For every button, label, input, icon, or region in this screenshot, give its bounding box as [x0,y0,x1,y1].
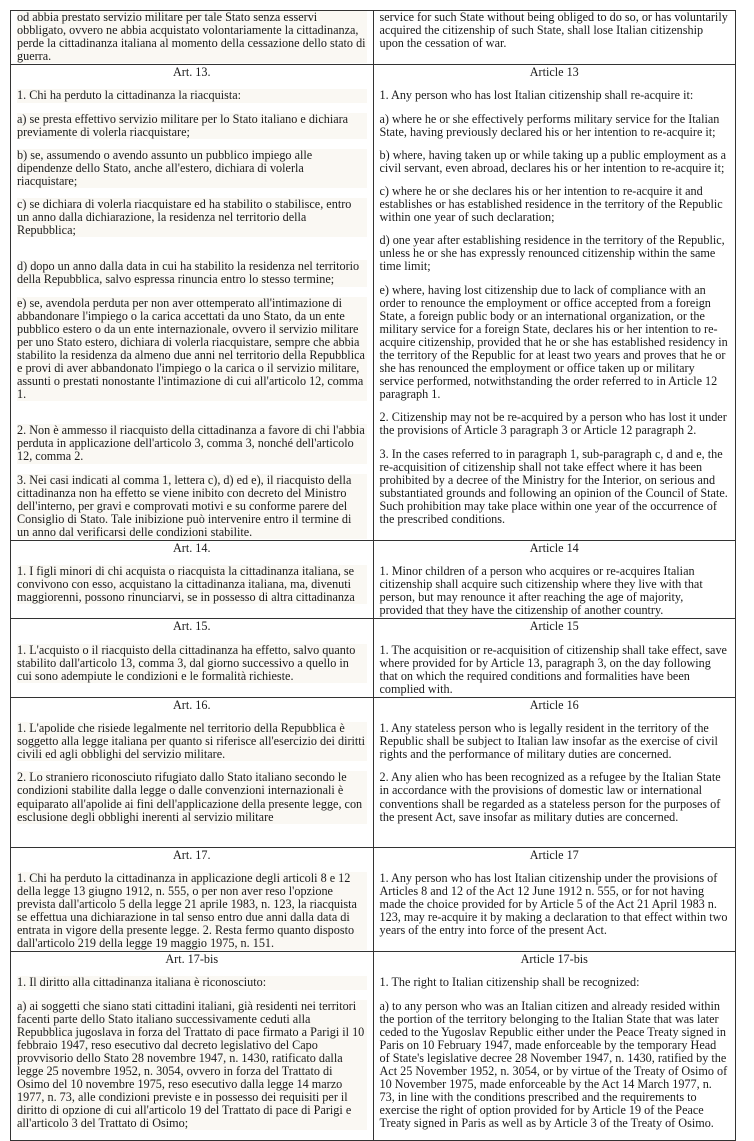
table-row-article-16 [11,697,736,847]
italian-cell [11,65,374,541]
italian-cell [11,952,374,1141]
english-paragraph: 3. In the cases referred to in paragraph 1, sub-paragraph c, d and e, the re-acquisition of citizenship shall not take effect where it has been prohibited by a decree of the Ministry for the Interior, on serious and substantiated grounds and following an opinion of the Council of State. Such prohibition may take place within one year of the occurrence of the prescribed conditions. [379,446,728,526]
italian-paragraph: 1. Chi ha perduto la cittadinanza in applicazione degli articoli 8 e 12 della legge 13 giugno 1912, n. 555, o per non aver reso l'opzione prevista dall'articolo 5 della legge 21 aprile 1983, n. 123, la riacquista se effettua una dichiarazione in tal senso entro due anni dalla data di entrata in vigore della presente legge. 2. Resta fermo quanto disposto dall'articolo 219 della legge 19 maggio 1975, n. 151. [17,872,367,951]
italian-paragraph: 2. Lo straniero riconosciuto rifugiato dallo Stato italiano secondo le condizioni stabilite dalla legge o dalle convenzioni internazionali è equiparato all'apolide ai fini dell'applicazione della presente legge, con esclusione degli obblighi inerenti al servizio militare [17,771,367,823]
article-title: Art. 14. [172,541,211,555]
english-cell [373,11,736,65]
article-title: Art. 17-bis [165,952,219,967]
bilingual-table [10,10,736,1141]
english-paragraph: a) where he or she effectively performs military service for the Italian State, having previously declared his or her intention to re-acquire it; [379,111,720,139]
english-paragraph: d) one year after establishing residence in the territory of the Republic, unless he or she has expressly renounced citizenship within the same time limit; [379,233,725,274]
article-title: Article 13 [529,65,579,80]
italian-paragraph: 1. Il diritto alla cittadinanza italiana è riconosciuto: [17,976,367,989]
table-row-article-14 [11,541,736,619]
italian-paragraph: b) se, assumendo o avendo assunto un pubblico impiego alle dipendenze dello Stato, anche all'estero, dichiara di volerla riacquistare; [17,149,367,188]
article-title: Article 16 [529,697,579,712]
article-title: Art. 17. [172,847,211,862]
article-title: Art. 13. [172,65,211,80]
article-title: Article 14 [529,541,579,555]
english-paragraph: 1. Any stateless person who is legally resident in the territory of the Republic shall be subject to Italian law insofar as the exercise of civil rights and the performance of military duties are concerned. [379,721,718,762]
english-cell [373,65,736,541]
italian-paragraph: a) se presta effettivo servizio militare per lo Stato italiano e dichiara previamente di volerla riacquistare; [17,113,367,139]
english-paragraph: 1. The acquisition or re-acquisition of citizenship shall take effect, save where provided for by Article 13, paragraph 3, on the day following that on which the required conditions and formalities have been complied with. [379,642,727,696]
italian-cell [11,697,374,847]
english-paragraph: 1. The right to Italian citizenship shall be recognized: [379,975,640,990]
english-paragraph: e) where, having lost citizenship due to lack of compliance with an order to renounce the employment or office accepted from a foreign State, a foreign public body or an international organization, or the military service for a foreign State, declares his or her intention to re-acquire citizenship, provided that he or she has established residency in the territory of the Republic for at least two years and proves that he or she has renounced the employment or office taken up or military service performed, notwithstanding the order referred to in Article 12 paragraph 1. [379,282,728,402]
article-title: Article 15 [529,619,579,634]
italian-paragraph: od abbia prestato servizio militare per tale Stato senza esservi obbligato, ovvero ne abbia acquistato volontariamente la cittadinanza, perde la cittadinanza italiana al momento della cessazione dello stato di guerra. [17,10,366,64]
italian-paragraph: c) se dichiara di volerla riacquistare ed ha stabilito o stabilisce, entro un anno dalla dichiarazione, la residenza nel territorio della Repubblica; [17,198,367,237]
english-cell [373,952,736,1141]
italian-paragraph: 1. I figli minori di chi acquista o riacquista la cittadinanza italiana, se convivono con esso, acquistano la cittadinanza italiana, ma, divenuti maggiorenni, possono rinunciarvi, se in possesso di altra cittadinanza [17,565,367,604]
italian-paragraph: 1. L'apolide che risiede legalmente nel territorio della Repubblica è soggetto alla legge italiana per quanto si riferisce all'esercizio dei diritti civili ed agli obblighi del servizio militare. [17,721,366,762]
italian-cell [11,11,374,65]
italian-paragraph: 2. Non è ammesso il riacquisto della cittadinanza a favore di chi l'abbia perduta in applicazione dell'articolo 3, comma 3, nonché dell'articolo 12, comma 2. [17,423,365,464]
english-paragraph: a) to any person who was an Italian citizen and already resided within the portion of the territory belonging to the Italian State that was later ceded to the Yugoslav Republic either under the Peace Treaty signed in Paris on 10 February 1947, made enforceable by the temporary Head of State's legislative decree 28 November 1947, n. 1430, ratified by the Act 25 November 1952, n. 3054, or by virtue of the Treaty of Osimo of 10 November 1975, made enforceable by the Act 14 March 1977, n. 73, in line with the conditions prescribed and the requirements to exercise the right of option provided for by Article 19 of the Peace Treaty signed in Paris as well as by Article 3 of the Treaty of Osimo. [379,998,728,1131]
english-paragraph: 1. Minor children of a person who acquires or re-acquires Italian citizenship shall acquire such citizenship where they live with that person, but may renounce it after reaching the age of majority, provided that they have the citizenship of another country. [379,564,703,618]
italian-cell [11,619,374,697]
table-row-continuation [11,11,736,65]
english-paragraph: 1. Any person who has lost Italian citizenship shall re-acquire it: [379,88,694,103]
english-cell [373,619,736,697]
table-row-article-17 [11,847,736,952]
article-title: Article 17 [529,847,579,862]
article-title: Article 17-bis [520,952,588,967]
italian-paragraph: 3. Nei casi indicati al comma 1, lettera c), d) ed e), il riacquisto della cittadinanza non ha effetto se viene inibito con decreto del Ministro dell'interno, per gravi e comprovati motivi e su conforme parere del Consiglio di Stato. Tale inibizione può intervenire entro il termine di un anno dal verificarsi delle condizioni stabilite. [17,474,367,539]
italian-paragraph: e) se, avendola perduta per non aver ottemperato all'intimazione di abbandonare l'impiego o la carica accettati da uno Stato, da un ente pubblico estero o da un ente internazionale, ovvero il servizio militare per uno Stato estero, dichiara di volerla riacquistare, sempre che abbia stabilito la residenza da almeno due anni nel territorio della Repubblica e provi di aver abbandonato l'impiego o la carica o il servizio militare, assunti o prestati nonostante l'intimazione di cui all'articolo 12, comma 1. [17,295,365,402]
italian-paragraph: d) dopo un anno dalla data in cui ha stabilito la residenza nel territorio della Repubblica, salvo espressa rinuncia entro lo stesso termine; [17,260,367,286]
english-paragraph: 2. Any alien who has been recognized as a refugee by the Italian State in accordance with the provisions of domestic law or international conventions shall be regarded as a stateless person for the purposes of the present Act, save insofar as military duties are concerned. [379,770,721,824]
bilingual-law-document [10,10,736,1141]
article-title: Art. 16. [172,697,211,712]
english-paragraph: c) where he or she declares his or her intention to re-acquire it and establishes or has established residence in the territory of the Republic within one year of such declaration; [379,183,723,225]
table-row-article-15 [11,619,736,697]
italian-cell [11,847,374,952]
english-paragraph: b) where, having taken up or while taking up a public employment as a civil servant, even abroad, declares his or her intention to re-acquire it; [379,147,727,175]
article-title: Art. 15. [172,619,211,634]
italian-paragraph: a) ai soggetti che siano stati cittadini italiani, già residenti nei territori facenti parte dello Stato italiano successivamente ceduti alla Repubblica jugoslava in forza del Trattato di pace firmato a Parigi il 10 febbraio 1947, reso esecutivo dal decreto legislativo del Capo provvisorio dello Stato 28 novembre 1947, n. 1430, ratificato dalla legge 25 novembre 1952, n. 3054, ovvero in forza del Trattato di Osimo del 10 novembre 1975, reso esecutivo dalla legge 14 marzo 1977, n. 73, alle condizioni previste e in possesso dei requisiti per il diritto di opzione di cui all'articolo 19 del Trattato di pace di Parigi e all'articolo 3 del Trattato di Osimo; [17,1000,367,1131]
english-paragraph: service for such State without being obliged to do so, or has voluntarily acquired the citizenship of such State, shall lose Italian citizenship upon the cessation of war. [379,10,728,51]
english-cell [373,541,736,619]
english-cell [373,847,736,952]
table-row-article-13 [11,65,736,541]
table-row-article-17-bis [11,952,736,1141]
italian-cell [11,541,374,619]
english-paragraph: 2. Citizenship may not be re-acquired by a person who has lost it under the provisions of Article 3 paragraph 3 or Article 12 paragraph 2. [379,410,727,438]
english-cell [373,697,736,847]
italian-paragraph: 1. Chi ha perduto la cittadinanza la riacquista: [17,89,367,102]
english-paragraph: 1. Any person who has lost Italian citizenship under the provisions of Articles 8 and 12 of the Act 12 June 1912 n. 555, or for not having made the choice provided for by Article 5 of the Act 21 April 1983 n. 123, may re-acquire it by making a declaration to that effect within two years of the entry into force of the present Act. [379,870,728,938]
italian-paragraph: 1. L'acquisto o il riacquisto della cittadinanza ha effetto, salvo quanto stabilito dall'articolo 13, comma 3, dal giorno successivo a quello in cui sono adempiute le condizioni e le formalità richieste. [17,644,367,683]
